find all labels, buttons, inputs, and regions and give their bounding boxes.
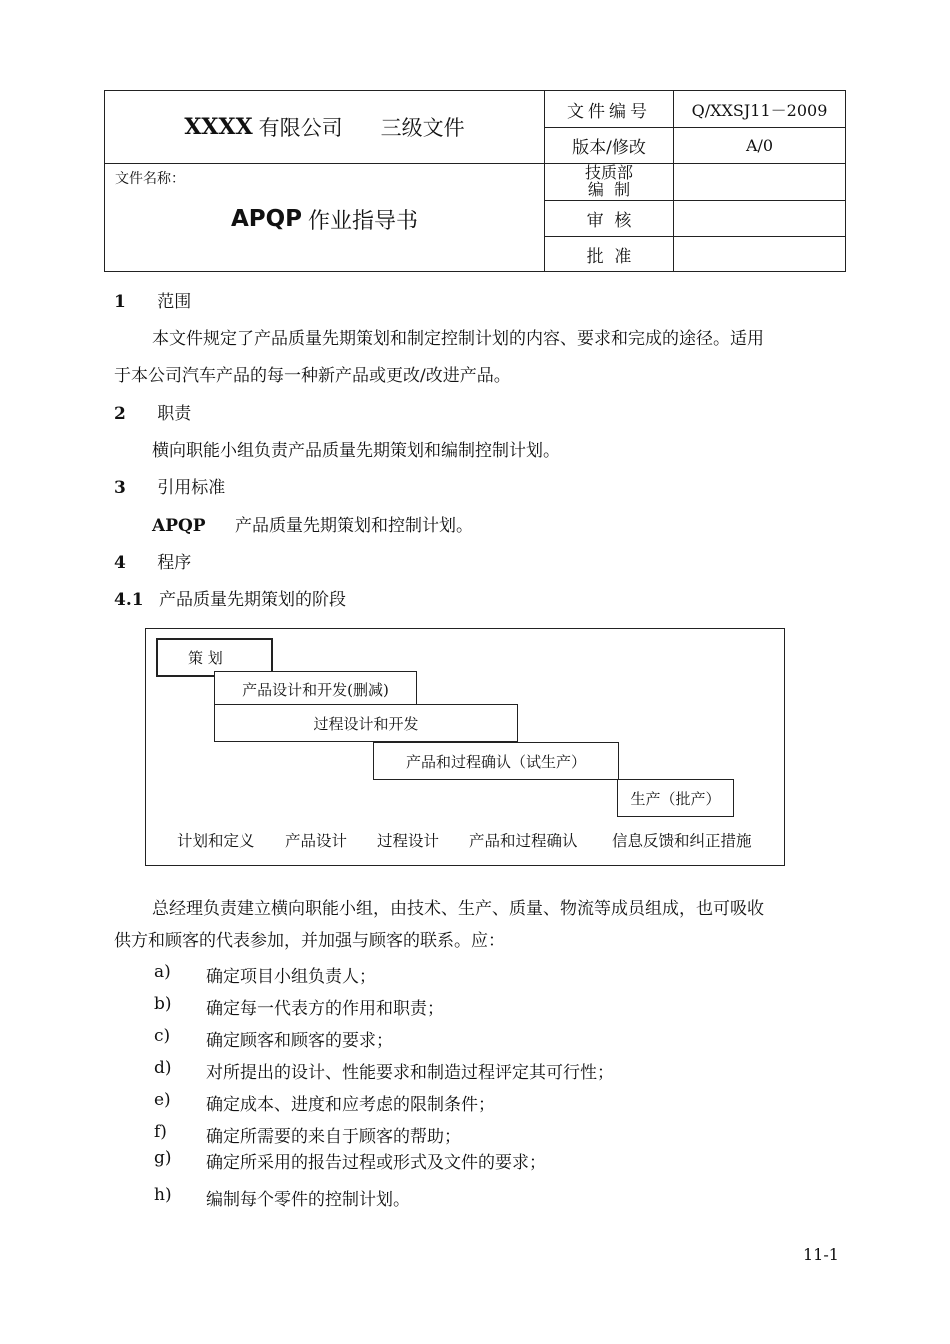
company-name: XXXX (184, 114, 253, 140)
section-1-line-2: 于本公司汽车产品的每一种新产品或更改/改进产品。 (114, 366, 511, 386)
list-item-label: e) (154, 1090, 171, 1110)
list-item-text: 对所提出的设计、性能要求和制造过程评定其可行性； (206, 1063, 614, 1083)
section-title: 职责 (157, 404, 192, 424)
phase-planning: 计划和定义 (177, 832, 255, 850)
file-number-value: Q/XXSJ11－2009 (691, 100, 828, 120)
section-3-heading (114, 471, 225, 506)
list-item-label: h) (154, 1185, 172, 1205)
approve-label: 批 准 (586, 246, 632, 267)
company-suffix: 有限公司 (258, 116, 343, 140)
stage-planning: 策 划 (156, 638, 273, 677)
standard-code: APQP (152, 516, 206, 536)
document-level: 三级文件 (380, 116, 465, 140)
list-item-label: f) (154, 1122, 167, 1142)
list-item-label: a) (154, 962, 171, 982)
list-item (154, 1058, 172, 1078)
section-4-1-heading (114, 583, 346, 618)
list-item (154, 1148, 172, 1168)
document-title-text: 作业指导书 (308, 208, 419, 234)
section-number: 3 (114, 478, 126, 498)
phase-validation: 产品和过程确认 (469, 832, 578, 850)
body-line-2: 供方和顾客的代表参加，并加强与顾客的联系。应： (114, 931, 505, 951)
section-3-standard (152, 509, 473, 544)
list-item (154, 1185, 172, 1205)
stage-production: 生产（批产） (617, 779, 734, 817)
list-item (154, 1122, 167, 1142)
list-item-text: 确定所需要的来自于顾客的帮助； (206, 1127, 461, 1147)
file-number-label: 文件编号 (567, 101, 651, 122)
list-item-text: 确定所采用的报告过程或形式及文件的要求； (206, 1153, 546, 1173)
document-title-code: APQP (230, 206, 303, 232)
stage-validation: 产品和过程确认（试生产） (373, 742, 619, 780)
list-item-label: c) (154, 1026, 171, 1046)
phase-process-design: 过程设计 (377, 832, 440, 850)
page-number: 11-1 (803, 1245, 839, 1264)
list-item-label: g) (154, 1148, 172, 1168)
stage-process-design: 过程设计和开发 (214, 704, 518, 742)
standard-text: 产品质量先期策划和控制计划。 (234, 516, 473, 536)
list-item-label: d) (154, 1058, 172, 1078)
section-title: 范围 (157, 292, 192, 312)
phase-feedback: 信息反馈和纠正措施 (612, 832, 752, 850)
list-item-text: 确定成本、进度和应考虑的限制条件； (206, 1095, 495, 1115)
section-4-heading (114, 546, 191, 581)
body-line-1: 总经理负责建立横向职能小组，由技术、生产、质量、物流等成员组成，也可吸收 (152, 899, 764, 919)
section-1-heading (114, 285, 191, 320)
review-label: 审 核 (586, 211, 632, 231)
approve-value (674, 237, 845, 271)
prepared-text-label: 编 制 (587, 180, 631, 199)
section-number: 1 (114, 292, 126, 312)
prepared-dept-label: 技质部 (584, 163, 633, 182)
version-value: A/0 (745, 136, 774, 155)
stage-product-design: 产品设计和开发(删减) (214, 671, 417, 708)
list-item (154, 962, 171, 982)
company-cell (105, 91, 544, 163)
list-item-text: 编制每个零件的控制计划。 (206, 1190, 410, 1210)
document-title (105, 191, 544, 247)
list-item-label: b) (154, 994, 172, 1014)
list-item (154, 1090, 171, 1110)
section-1-line-1: 本文件规定了产品质量先期策划和制定控制计划的内容、要求和完成的途径。适用 (152, 329, 764, 349)
section-number: 4 (114, 553, 126, 573)
section-number: 2 (114, 404, 126, 424)
list-item-text: 确定项目小组负责人； (206, 967, 376, 987)
version-label: 版本/修改 (572, 138, 646, 158)
section-title: 引用标准 (157, 478, 226, 498)
section-2-heading (114, 397, 191, 432)
section-title: 产品质量先期策划的阶段 (158, 590, 346, 610)
list-item (154, 1026, 170, 1046)
apqp-stage-diagram (145, 628, 785, 866)
phase-product-design: 产品设计 (285, 832, 348, 850)
list-item (154, 994, 172, 1014)
list-item-text: 确定每一代表方的作用和职责； (206, 999, 444, 1019)
section-title: 程序 (157, 553, 192, 573)
list-item-text: 确定顾客和顾客的要求； (206, 1031, 393, 1051)
prepared-value (674, 164, 845, 200)
document-name-label: 文件名称： (115, 171, 185, 187)
document-header-table (104, 90, 846, 272)
review-value (674, 201, 845, 236)
section-number: 4.1 (114, 590, 144, 610)
section-2-text: 横向职能小组负责产品质量先期策划和编制控制计划。 (152, 441, 560, 461)
prepared-label (545, 162, 673, 200)
